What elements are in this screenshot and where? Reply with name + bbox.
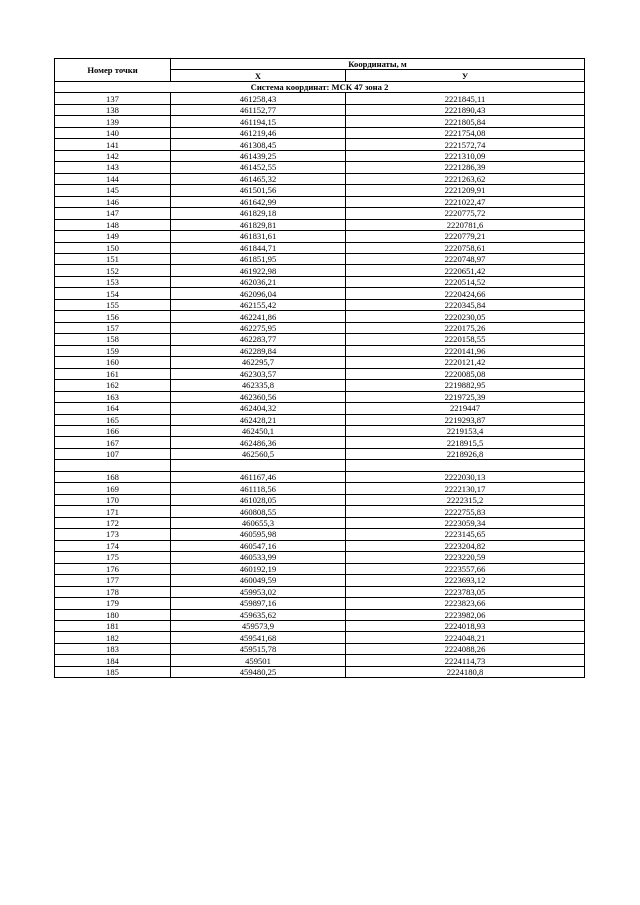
- table-row: [55, 414, 585, 425]
- x-coordinate-cell: 462486,36: [171, 437, 346, 448]
- table-row: [55, 116, 585, 127]
- x-coordinate-cell: 461118,56: [171, 483, 346, 494]
- table-row: [55, 299, 585, 310]
- x-coordinate-cell: 461642,99: [171, 196, 346, 207]
- x-coordinate-cell: 461152,77: [171, 104, 346, 115]
- point-number-cell: 174: [55, 540, 171, 551]
- table-row: [55, 311, 585, 322]
- point-number-cell: 150: [55, 242, 171, 253]
- point-number-cell: 163: [55, 391, 171, 402]
- table-row: [55, 391, 585, 402]
- y-coordinate-cell: 2219882,95: [346, 380, 585, 391]
- table-row: [55, 139, 585, 150]
- table-row: [55, 575, 585, 586]
- y-coordinate-cell: 2222315,2: [346, 494, 585, 505]
- table-row: [55, 185, 585, 196]
- table-row: [55, 460, 585, 471]
- x-coordinate-cell: 462428,21: [171, 414, 346, 425]
- table-row: [55, 448, 585, 459]
- table-row: [55, 506, 585, 517]
- table-row: [55, 219, 585, 230]
- table-row: [55, 196, 585, 207]
- point-number-cell: 172: [55, 517, 171, 528]
- table-row: [55, 345, 585, 356]
- y-coordinate-cell: [346, 460, 585, 471]
- y-coordinate-cell: 2220781,6: [346, 219, 585, 230]
- table-row: [55, 403, 585, 414]
- table-row: [55, 288, 585, 299]
- point-number-cell: 169: [55, 483, 171, 494]
- x-coordinate-cell: 462450,1: [171, 426, 346, 437]
- y-coordinate-cell: 2224018,93: [346, 620, 585, 631]
- table-row: [55, 655, 585, 666]
- table-row: [55, 517, 585, 528]
- x-coordinate-cell: 461258,43: [171, 93, 346, 104]
- point-number-cell: 170: [55, 494, 171, 505]
- x-coordinate-cell: 459635,62: [171, 609, 346, 620]
- y-coordinate-cell: 2220424,66: [346, 288, 585, 299]
- point-number-cell: 171: [55, 506, 171, 517]
- x-coordinate-cell: [171, 460, 346, 471]
- point-number-cell: 181: [55, 620, 171, 631]
- header-y: У: [346, 70, 585, 81]
- point-number-cell: 173: [55, 529, 171, 540]
- x-coordinate-cell: 462275,95: [171, 322, 346, 333]
- table-row: [55, 104, 585, 115]
- table-row: [55, 127, 585, 138]
- table-row: [55, 322, 585, 333]
- y-coordinate-cell: 2221805,84: [346, 116, 585, 127]
- point-number-cell: 140: [55, 127, 171, 138]
- x-coordinate-cell: 462096,04: [171, 288, 346, 299]
- point-number-cell: 137: [55, 93, 171, 104]
- x-coordinate-cell: 461829,18: [171, 208, 346, 219]
- table-row: [55, 368, 585, 379]
- table-row: [55, 563, 585, 574]
- x-coordinate-cell: 461167,46: [171, 471, 346, 482]
- table-row: [55, 666, 585, 677]
- table-row: [55, 93, 585, 104]
- table-row: [55, 609, 585, 620]
- table-row: [55, 380, 585, 391]
- point-number-cell: 184: [55, 655, 171, 666]
- x-coordinate-cell: 462335,8: [171, 380, 346, 391]
- point-number-cell: 156: [55, 311, 171, 322]
- table-row: [55, 598, 585, 609]
- point-number-cell: 167: [55, 437, 171, 448]
- point-number-cell: 145: [55, 185, 171, 196]
- x-coordinate-cell: 462303,57: [171, 368, 346, 379]
- y-coordinate-cell: 2220514,52: [346, 276, 585, 287]
- x-coordinate-cell: 461194,15: [171, 116, 346, 127]
- point-number-cell: 143: [55, 162, 171, 173]
- point-number-cell: 179: [55, 598, 171, 609]
- point-number-cell: 158: [55, 334, 171, 345]
- x-coordinate-cell: 459501: [171, 655, 346, 666]
- x-coordinate-cell: 461465,32: [171, 173, 346, 184]
- y-coordinate-cell: 2221286,39: [346, 162, 585, 173]
- y-coordinate-cell: 2221572,74: [346, 139, 585, 150]
- y-coordinate-cell: 2221209,91: [346, 185, 585, 196]
- table-row: [55, 540, 585, 551]
- x-coordinate-cell: 460049,59: [171, 575, 346, 586]
- y-coordinate-cell: 2220779,21: [346, 231, 585, 242]
- x-coordinate-cell: 462155,42: [171, 299, 346, 310]
- y-coordinate-cell: 2223557,66: [346, 563, 585, 574]
- table-row: [55, 208, 585, 219]
- y-coordinate-cell: 2222755,83: [346, 506, 585, 517]
- x-coordinate-cell: 459953,02: [171, 586, 346, 597]
- y-coordinate-cell: 2224114,73: [346, 655, 585, 666]
- y-coordinate-cell: 2220748,97: [346, 253, 585, 264]
- x-coordinate-cell: 461028,05: [171, 494, 346, 505]
- table-row: [55, 529, 585, 540]
- point-number-cell: 149: [55, 231, 171, 242]
- y-coordinate-cell: 2221890,43: [346, 104, 585, 115]
- x-coordinate-cell: 460595,98: [171, 529, 346, 540]
- y-coordinate-cell: 2219725,39: [346, 391, 585, 402]
- table-row: [55, 620, 585, 631]
- table-row: [55, 483, 585, 494]
- x-coordinate-cell: 461844,71: [171, 242, 346, 253]
- point-number-cell: 153: [55, 276, 171, 287]
- point-number-cell: 183: [55, 643, 171, 654]
- table-row: [55, 334, 585, 345]
- x-coordinate-cell: 461922,98: [171, 265, 346, 276]
- x-coordinate-cell: 462289,84: [171, 345, 346, 356]
- point-number-cell: 166: [55, 426, 171, 437]
- x-coordinate-cell: 461219,46: [171, 127, 346, 138]
- y-coordinate-cell: 2218915,5: [346, 437, 585, 448]
- y-coordinate-cell: 2222130,17: [346, 483, 585, 494]
- table-row: [55, 253, 585, 264]
- y-coordinate-cell: 2221310,09: [346, 150, 585, 161]
- y-coordinate-cell: 2223693,12: [346, 575, 585, 586]
- x-coordinate-cell: 460192,19: [171, 563, 346, 574]
- point-number-cell: 165: [55, 414, 171, 425]
- x-coordinate-cell: 460547,16: [171, 540, 346, 551]
- table-row: [55, 173, 585, 184]
- header-point-number: Номер точки: [55, 59, 171, 82]
- x-coordinate-cell: 461452,55: [171, 162, 346, 173]
- x-coordinate-cell: 462404,32: [171, 403, 346, 414]
- x-coordinate-cell: 460533,99: [171, 552, 346, 563]
- x-coordinate-cell: 462295,7: [171, 357, 346, 368]
- y-coordinate-cell: 2221754,08: [346, 127, 585, 138]
- y-coordinate-cell: 2219153,4: [346, 426, 585, 437]
- y-coordinate-cell: 2223204,82: [346, 540, 585, 551]
- x-coordinate-cell: 462036,21: [171, 276, 346, 287]
- y-coordinate-cell: 2221845,11: [346, 93, 585, 104]
- point-number-cell: 185: [55, 666, 171, 677]
- x-coordinate-cell: 461829,81: [171, 219, 346, 230]
- table-row: [55, 586, 585, 597]
- point-number-cell: 151: [55, 253, 171, 264]
- point-number-cell: 160: [55, 357, 171, 368]
- point-number-cell: 152: [55, 265, 171, 276]
- point-number-cell: 182: [55, 632, 171, 643]
- point-number-cell: 168: [55, 471, 171, 482]
- point-number-cell: 176: [55, 563, 171, 574]
- point-number-cell: 139: [55, 116, 171, 127]
- y-coordinate-cell: 2220345,84: [346, 299, 585, 310]
- table-row: [55, 471, 585, 482]
- table-row: [55, 437, 585, 448]
- table-row: [55, 643, 585, 654]
- coordinates-table: [54, 58, 585, 678]
- table-row: [55, 276, 585, 287]
- x-coordinate-cell: 462241,86: [171, 311, 346, 322]
- point-number-cell: 162: [55, 380, 171, 391]
- x-coordinate-cell: 459515,78: [171, 643, 346, 654]
- table-row: [55, 552, 585, 563]
- y-coordinate-cell: 2222030,13: [346, 471, 585, 482]
- y-coordinate-cell: 2220775,72: [346, 208, 585, 219]
- y-coordinate-cell: 2223823,66: [346, 598, 585, 609]
- y-coordinate-cell: 2223145,65: [346, 529, 585, 540]
- x-coordinate-cell: 459573,9: [171, 620, 346, 631]
- table-row: [55, 162, 585, 173]
- point-number-cell: 141: [55, 139, 171, 150]
- x-coordinate-cell: 460808,55: [171, 506, 346, 517]
- y-coordinate-cell: 2220158,55: [346, 334, 585, 345]
- header-coordinates: Координаты, м: [171, 59, 585, 70]
- point-number-cell: 142: [55, 150, 171, 161]
- y-coordinate-cell: 2223783,05: [346, 586, 585, 597]
- point-number-cell: 155: [55, 299, 171, 310]
- y-coordinate-cell: 2220141,96: [346, 345, 585, 356]
- point-number-cell: 164: [55, 403, 171, 414]
- table-body: [55, 93, 585, 678]
- y-coordinate-cell: 2224180,8: [346, 666, 585, 677]
- table-row: [55, 150, 585, 161]
- y-coordinate-cell: 2223982,06: [346, 609, 585, 620]
- x-coordinate-cell: 459480,25: [171, 666, 346, 677]
- x-coordinate-cell: 459897,16: [171, 598, 346, 609]
- y-coordinate-cell: 2219293,87: [346, 414, 585, 425]
- table-row: [55, 632, 585, 643]
- y-coordinate-cell: 2220651,42: [346, 265, 585, 276]
- point-number-cell: 146: [55, 196, 171, 207]
- y-coordinate-cell: 2220230,05: [346, 311, 585, 322]
- y-coordinate-cell: 2220121,42: [346, 357, 585, 368]
- x-coordinate-cell: 461501,56: [171, 185, 346, 196]
- x-coordinate-cell: 462283,77: [171, 334, 346, 345]
- table-row: [55, 426, 585, 437]
- y-coordinate-cell: 2224088,26: [346, 643, 585, 654]
- y-coordinate-cell: 2221022,47: [346, 196, 585, 207]
- y-coordinate-cell: 2224048,21: [346, 632, 585, 643]
- y-coordinate-cell: 2223220,59: [346, 552, 585, 563]
- y-coordinate-cell: 2220175,26: [346, 322, 585, 333]
- y-coordinate-cell: 2223059,34: [346, 517, 585, 528]
- table-row: [55, 231, 585, 242]
- y-coordinate-cell: 2218926,8: [346, 448, 585, 459]
- point-number-cell: 180: [55, 609, 171, 620]
- point-number-cell: [55, 460, 171, 471]
- x-coordinate-cell: 459541,68: [171, 632, 346, 643]
- point-number-cell: 175: [55, 552, 171, 563]
- point-number-cell: 144: [55, 173, 171, 184]
- point-number-cell: 148: [55, 219, 171, 230]
- x-coordinate-cell: 462560,5: [171, 448, 346, 459]
- x-coordinate-cell: 461439,25: [171, 150, 346, 161]
- coordinate-system-title: Система координат: МСК 47 зона 2: [55, 81, 585, 92]
- point-number-cell: 157: [55, 322, 171, 333]
- y-coordinate-cell: 2220758,61: [346, 242, 585, 253]
- x-coordinate-cell: 462360,56: [171, 391, 346, 402]
- y-coordinate-cell: 2220085,08: [346, 368, 585, 379]
- header-x: X: [171, 70, 346, 81]
- table-row: [55, 242, 585, 253]
- point-number-cell: 107: [55, 448, 171, 459]
- point-number-cell: 159: [55, 345, 171, 356]
- point-number-cell: 147: [55, 208, 171, 219]
- x-coordinate-cell: 461851,95: [171, 253, 346, 264]
- table-row: [55, 357, 585, 368]
- x-coordinate-cell: 460655,3: [171, 517, 346, 528]
- x-coordinate-cell: 461831,61: [171, 231, 346, 242]
- table-row: [55, 494, 585, 505]
- point-number-cell: 138: [55, 104, 171, 115]
- point-number-cell: 177: [55, 575, 171, 586]
- table-row: [55, 265, 585, 276]
- y-coordinate-cell: 2221263,62: [346, 173, 585, 184]
- y-coordinate-cell: 2219447: [346, 403, 585, 414]
- point-number-cell: 178: [55, 586, 171, 597]
- point-number-cell: 154: [55, 288, 171, 299]
- x-coordinate-cell: 461308,45: [171, 139, 346, 150]
- point-number-cell: 161: [55, 368, 171, 379]
